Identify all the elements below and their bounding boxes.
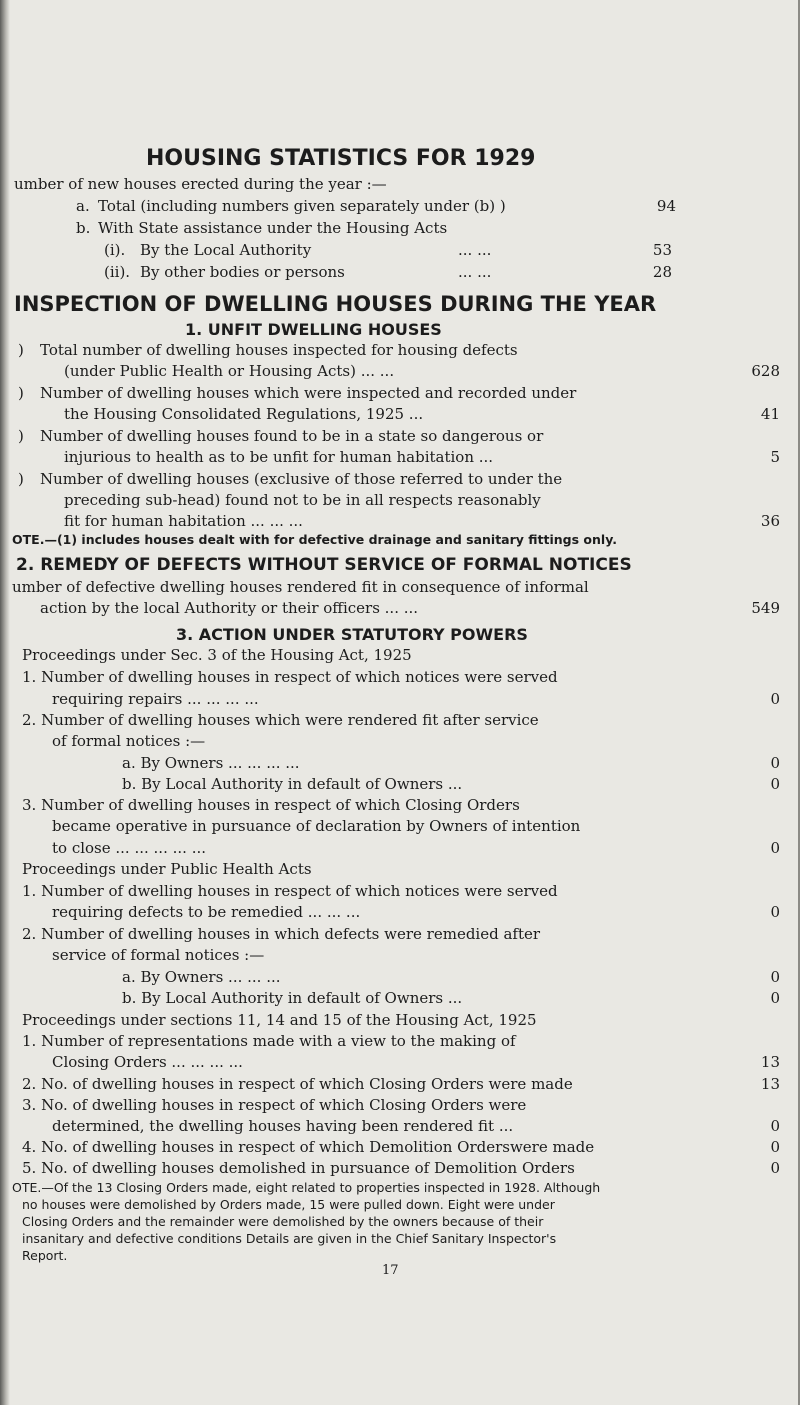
remedy-heading: 2. REMEDY OF DEFECTS WITHOUT SERVICE OF FORMAL NOTICES	[16, 555, 632, 575]
new-houses-ii-label: (ii).	[104, 263, 131, 281]
new-houses-b-text: With State assistance under the Housing Acts	[98, 219, 448, 237]
inspection-item-text: (under Public Health or Housing Acts) ... ...	[64, 362, 395, 380]
inspection-item-text: the Housing Consolidated Regulations, 1925 ...	[64, 405, 424, 423]
statutory-item-text: b. By Local Authority in default of Owners ...	[122, 989, 463, 1007]
statutory-item-text: 4. No. of dwelling houses in respect of which Demolition Orderswere made	[22, 1138, 595, 1156]
statutory-item-value: 0	[770, 1138, 780, 1156]
section-c-title: Proceedings under sections 11, 14 and 15 of the Housing Act, 1925	[22, 1011, 537, 1029]
section-a-title: Proceedings under Sec. 3 of the Housing Act, 1925	[22, 646, 412, 664]
statutory-item-value: 0	[770, 775, 780, 793]
statutory-item-value: 0	[770, 1117, 780, 1135]
inspection-item-value: 628	[751, 362, 780, 380]
inspection-item-value: 36	[760, 512, 780, 530]
footnote-line: insanitary and defective conditions Details are given in the Chief Sanitary Inspector's	[22, 1231, 557, 1246]
page-title: HOUSING STATISTICS FOR 1929	[146, 146, 536, 171]
statutory-item-text: Closing Orders ... ... ... ...	[52, 1053, 243, 1071]
remedy-text: umber of defective dwelling houses rendered fit in consequence of informal	[12, 578, 589, 596]
inspection-item-text: injurious to health as to be unfit for human habitation ...	[64, 448, 494, 466]
statutory-item-text: 2. Number of dwelling houses in which defects were remedied after	[22, 925, 541, 943]
unfit-subheading: 1. UNFIT DWELLING HOUSES	[185, 320, 442, 339]
new-houses-i-dots: ... ...	[458, 241, 492, 259]
inspection-item-mark: )	[18, 384, 24, 402]
statutory-item-text: 2. No. of dwelling houses in respect of which Closing Orders were made	[22, 1075, 573, 1093]
remedy-text: action by the local Authority or their officers ... ...	[40, 599, 419, 617]
statutory-item-text: a. By Owners ... ... ...	[122, 968, 281, 986]
new-houses-ii-dots: ... ...	[458, 263, 492, 281]
inspection-heading: INSPECTION OF DWELLING HOUSES DURING THE YEAR	[14, 292, 657, 316]
statutory-item-value: 0	[770, 903, 780, 921]
statutory-item-text: requiring defects to be remedied ... ... ...	[52, 903, 361, 921]
remedy-value: 549	[751, 599, 780, 617]
inspection-item-mark: )	[18, 427, 24, 445]
statutory-item-text: 1. Number of representations made with a view to the making of	[22, 1032, 516, 1050]
page-number: 17	[382, 1263, 399, 1278]
footnote-line: no houses were demolished by Orders made, 15 were pulled down. Eight were under	[22, 1197, 555, 1212]
new-houses-i-text: By the Local Authority	[140, 241, 312, 259]
new-houses-intro: umber of new houses erected during the year :—	[14, 175, 387, 193]
statutory-item-text: 1. Number of dwelling houses in respect of which notices were served	[22, 668, 558, 686]
inspection-item-text: Number of dwelling houses found to be in a state so dangerous or	[40, 427, 544, 445]
inspection-item-mark: )	[18, 341, 24, 359]
statutory-item-text: to close ... ... ... ... ...	[52, 839, 206, 857]
statutory-item-value: 0	[770, 1159, 780, 1177]
new-houses-i-value: 53	[652, 241, 672, 259]
statutory-item-value: 0	[770, 989, 780, 1007]
inspection-item-value: 5	[770, 448, 780, 466]
new-houses-a-text: Total (including numbers given separately under (b) )	[98, 197, 506, 215]
statutory-item-text: b. By Local Authority in default of Owners ...	[122, 775, 463, 793]
section-b-title: Proceedings under Public Health Acts	[22, 860, 312, 878]
inspection-item-value: 41	[760, 405, 780, 423]
new-houses-ii-text: By other bodies or persons	[140, 263, 345, 281]
new-houses-ii-value: 28	[652, 263, 672, 281]
inspection-item-text: Total number of dwelling houses inspected for housing defects	[40, 341, 518, 359]
new-houses-a-label: a.	[76, 197, 90, 215]
footnote-line: Report.	[22, 1248, 68, 1263]
statutory-item-text: 2. Number of dwelling houses which were rendered fit after service	[22, 711, 539, 729]
statutory-item-value: 13	[760, 1053, 780, 1071]
new-houses-b-label: b.	[76, 219, 91, 237]
inspection-item-text: Number of dwelling houses which were inspected and recorded under	[40, 384, 577, 402]
statutory-item-value: 0	[770, 690, 780, 708]
new-houses-a-value: 94	[656, 197, 676, 215]
footnote-line: Closing Orders and the remainder were demolished by the owners because of their	[22, 1214, 544, 1229]
inspection-item-text: preceding sub-head) found not to be in all respects reasonably	[64, 491, 541, 509]
statutory-item-text: service of formal notices :—	[52, 946, 265, 964]
statutory-item-text: became operative in pursuance of declaration by Owners of intention	[52, 817, 581, 835]
statutory-item-text: 3. No. of dwelling houses in respect of which Closing Orders were	[22, 1096, 527, 1114]
new-houses-i-label: (i).	[104, 241, 126, 259]
statutory-item-value: 0	[770, 839, 780, 857]
statutory-item-text: 3. Number of dwelling houses in respect of which Closing Orders	[22, 796, 520, 814]
statutory-item-value: 13	[760, 1075, 780, 1093]
statutory-item-text: requiring repairs ... ... ... ...	[52, 690, 259, 708]
inspection-item-mark: )	[18, 470, 24, 488]
statutory-item-value: 0	[770, 754, 780, 772]
inspection-item-text: fit for human habitation ... ... ...	[64, 512, 303, 530]
inspection-item-text: Number of dwelling houses (exclusive of those referred to under the	[40, 470, 563, 488]
page-edge-shadow	[0, 0, 10, 1405]
statutory-item-text: of formal notices :—	[52, 732, 206, 750]
footnote-line: OTE.—Of the 13 Closing Orders made, eight related to properties inspected in 1928. Although	[12, 1180, 601, 1195]
statutory-item-text: determined, the dwelling houses having been rendered fit ...	[52, 1117, 514, 1135]
statutory-heading: 3. ACTION UNDER STATUTORY POWERS	[176, 625, 528, 644]
statutory-item-text: 5. No. of dwelling houses demolished in pursuance of Demolition Orders	[22, 1159, 575, 1177]
inspection-note: OTE.—(1) includes houses dealt with for defective drainage and sanitary fittings only.	[12, 532, 617, 547]
statutory-item-text: a. By Owners ... ... ... ...	[122, 754, 300, 772]
statutory-item-value: 0	[770, 968, 780, 986]
statutory-item-text: 1. Number of dwelling houses in respect of which notices were served	[22, 882, 558, 900]
